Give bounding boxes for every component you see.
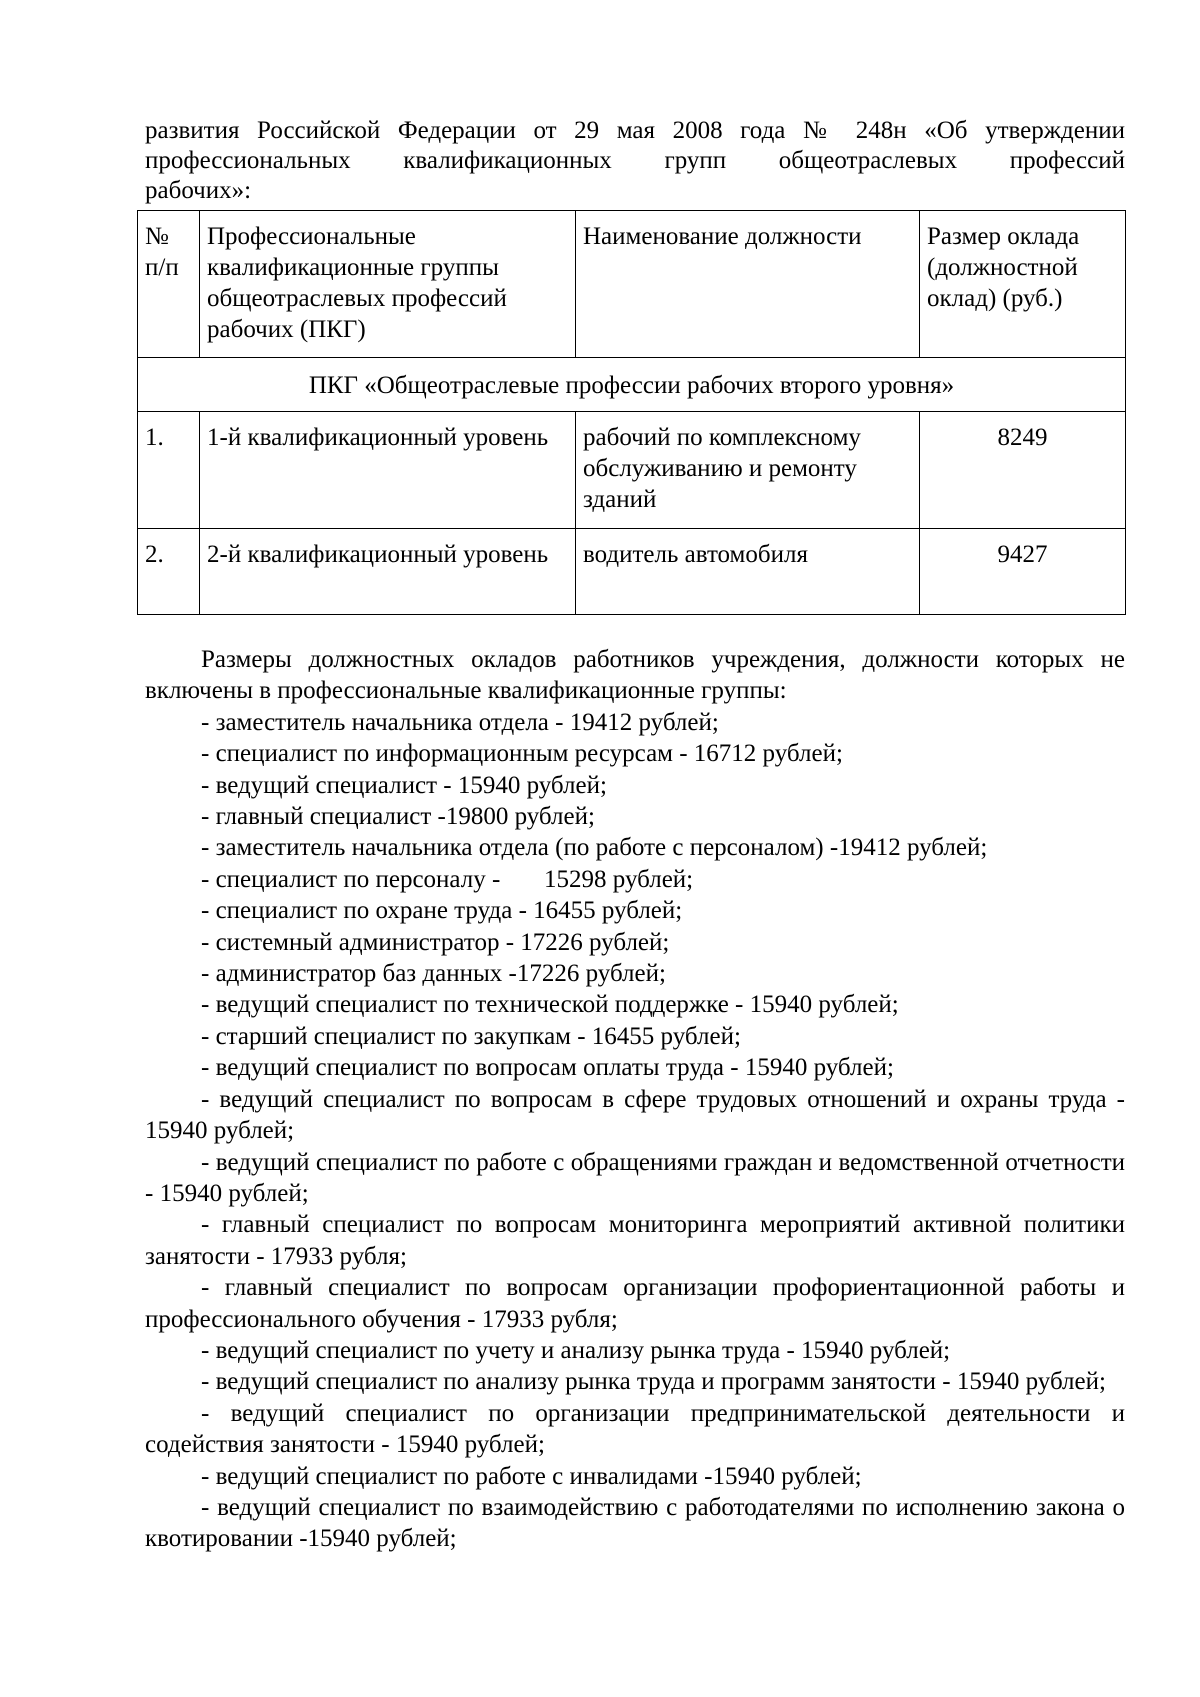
intro-line-1: развития Российской Федерации от 29 мая 2008 года № 248н «Об утверждении	[145, 117, 1125, 144]
row-number: 2.	[138, 529, 200, 615]
list-item: - ведущий специалист по взаимодействию с работодателями по исполнению закона о квотировании -15940 рублей;	[145, 1493, 1125, 1553]
list-item: - заместитель начальника отдела (по работе с персоналом) -19412 рублей;	[201, 834, 988, 862]
list-item: - ведущий специалист по вопросам оплаты труда - 15940 рублей;	[201, 1054, 894, 1082]
list-item: - специалист по охране труда - 16455 рублей;	[201, 897, 683, 925]
intro-line-3: рабочих»:	[145, 177, 252, 204]
paragraph-intro: Размеры должностных окладов работников учреждения, должности которых не включены в профессиональные квалификационные группы:	[145, 646, 1125, 705]
list-item: - ведущий специалист по организации предпринимательской деятельности и содействия занятости - 15940 рублей;	[145, 1399, 1125, 1459]
row-position: рабочий по комплексному обслуживанию и ремонту зданий	[576, 412, 920, 529]
row-number: 1.	[138, 412, 200, 529]
row-position: водитель автомобиля	[576, 529, 920, 615]
header-group: Профессиональные квалификационные группы общеотраслевых профессий рабочих (ПКГ)	[200, 211, 576, 358]
salary-list	[145, 644, 1125, 1555]
list-item: - системный администратор - 17226 рублей;	[201, 928, 670, 956]
list-item: - ведущий специалист - 15940 рублей;	[201, 771, 607, 799]
table-group-row	[138, 358, 1126, 412]
header-salary: Размер оклада (должностной оклад) (руб.)	[920, 211, 1126, 358]
row-level: 1-й квалификационный уровень	[200, 412, 576, 529]
list-item: - администратор баз данных -17226 рублей;	[201, 960, 666, 988]
list-item: - главный специалист по вопросам мониторинга мероприятий активной политики занятости - 17933 рубля;	[145, 1211, 1125, 1270]
header-number: № п/п	[138, 211, 200, 358]
list-item: - главный специалист -19800 рублей;	[201, 803, 595, 831]
table-header-row	[138, 211, 1126, 358]
list-item: - ведущий специалист по вопросам в сфере трудовых отношений и охраны труда - 15940 рублей;	[145, 1085, 1125, 1145]
list-item: - ведущий специалист по технической поддержке - 15940 рублей;	[201, 991, 899, 1019]
row-salary: 9427	[920, 529, 1126, 615]
header-position: Наименование должности	[576, 211, 920, 358]
intro-line-2: профессиональных квалификационных групп общеотраслевых профессий	[145, 147, 1125, 174]
row-salary: 8249	[920, 412, 1126, 529]
list-item: - ведущий специалист по анализу рынка труда и программ занятости - 15940 рублей;	[201, 1368, 1106, 1396]
list-item: - ведущий специалист по учету и анализу рынка труда - 15940 рублей;	[201, 1336, 951, 1364]
qualification-groups-table	[137, 210, 1126, 615]
list-item: - заместитель начальника отдела - 19412 рублей;	[201, 708, 719, 736]
list-item: - специалист по информационным ресурсам - 16712 рублей;	[201, 740, 843, 768]
list-item: - главный специалист по вопросам организации профориентационной работы и профессионального обучения - 17933 рубля;	[145, 1274, 1125, 1333]
intro-paragraph	[145, 116, 1125, 206]
table-row	[138, 412, 1126, 529]
table-row	[138, 529, 1126, 615]
row-level: 2-й квалификационный уровень	[200, 529, 576, 615]
list-item: - старший специалист по закупкам - 16455 рублей;	[201, 1022, 741, 1050]
list-item: - ведущий специалист по работе с инвалидами -15940 рублей;	[201, 1462, 862, 1490]
list-item: - ведущий специалист по работе с обращениями граждан и ведомственной отчетности - 15940 рублей;	[145, 1148, 1125, 1207]
list-item: - специалист по персоналу - 15298 рублей;	[201, 865, 694, 893]
group-title: ПКГ «Общеотраслевые профессии рабочих второго уровня»	[138, 358, 1126, 412]
